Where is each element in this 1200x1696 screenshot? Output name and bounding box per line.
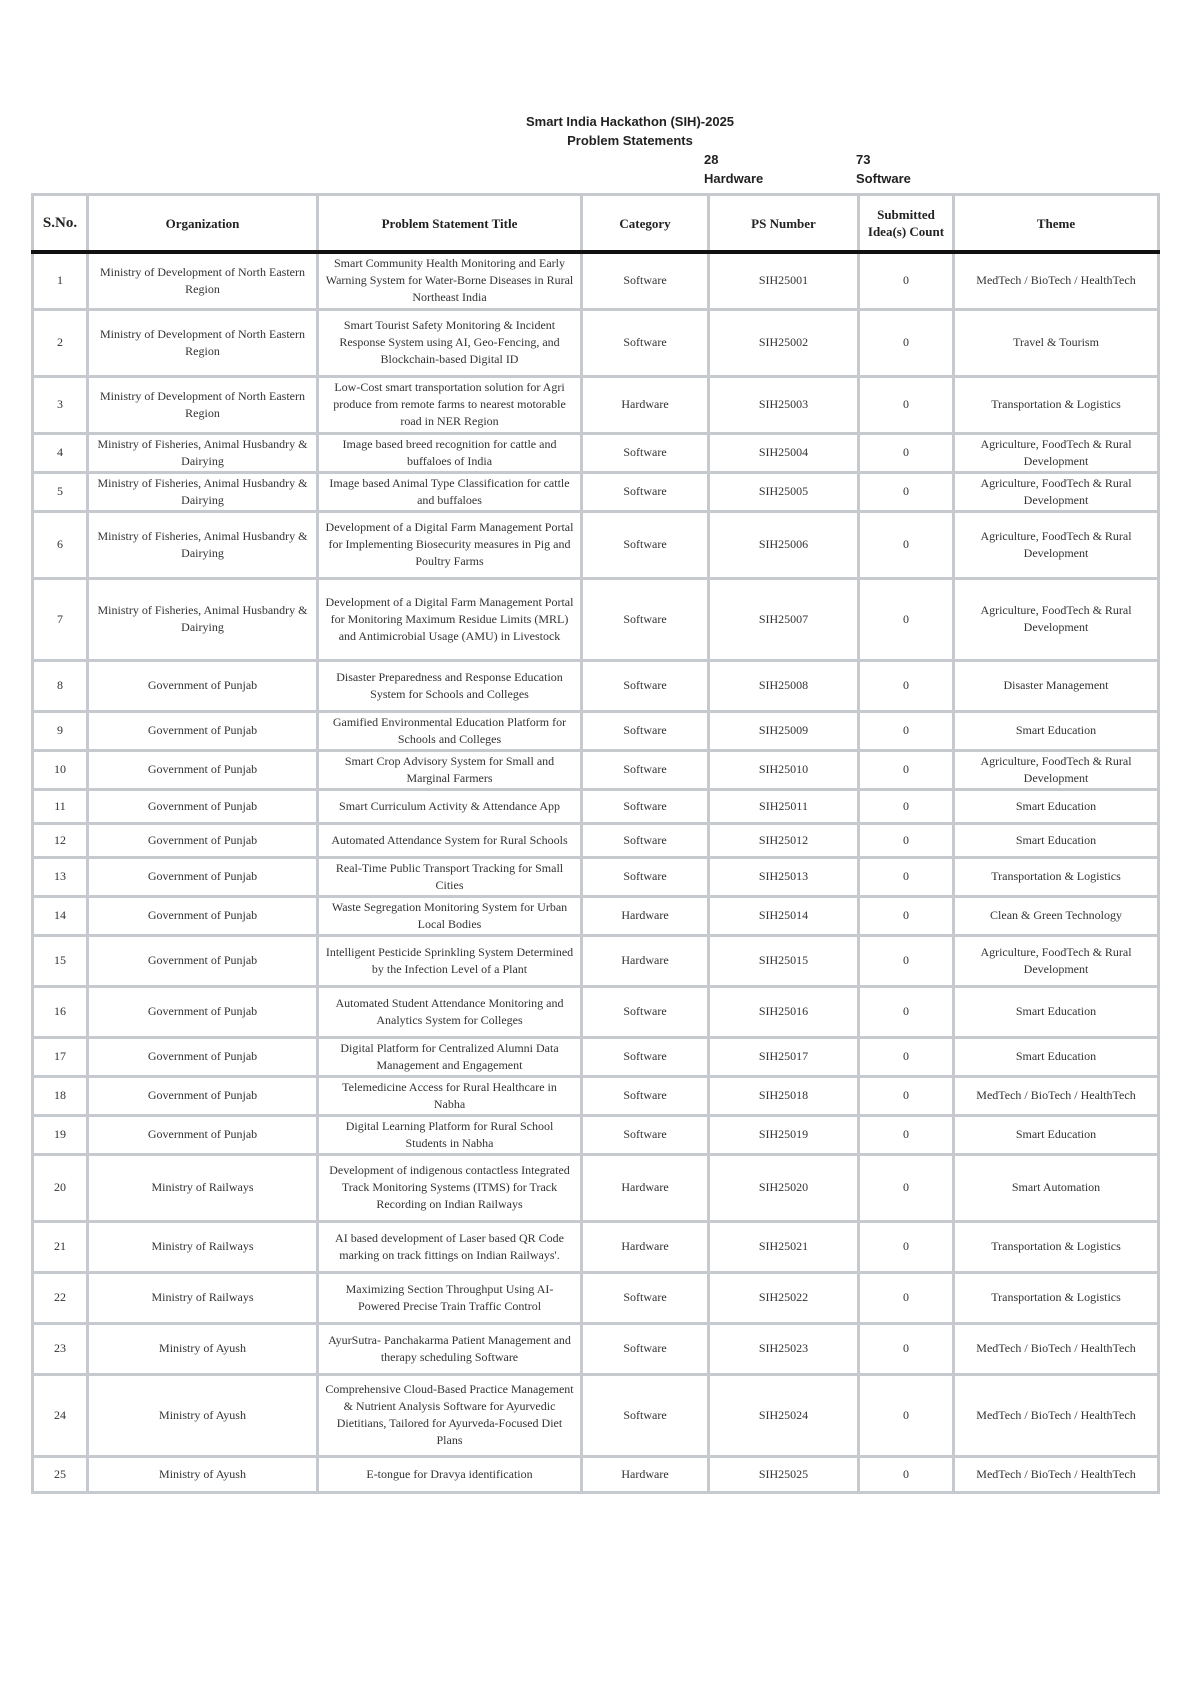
- cell-theme: Transportation & Logistics: [954, 857, 1159, 896]
- cell-title: Digital Platform for Centralized Alumni Data Management and Engagement: [318, 1037, 582, 1076]
- table-row: [33, 750, 1159, 789]
- cell-sno: 11: [33, 789, 88, 823]
- cell-category: Software: [582, 857, 709, 896]
- cell-title: Digital Learning Platform for Rural School Students in Nabha: [318, 1115, 582, 1154]
- cell-organization: Ministry of Development of North Eastern Region: [88, 376, 318, 433]
- table-row: [33, 1076, 1159, 1115]
- cell-ps-number: SIH25007: [709, 578, 859, 660]
- cell-title: Automated Student Attendance Monitoring and Analytics System for Colleges: [318, 986, 582, 1037]
- cell-sno: 13: [33, 857, 88, 896]
- cell-ps-number: SIH25006: [709, 511, 859, 578]
- table-row: [33, 789, 1159, 823]
- cell-organization: Government of Punjab: [88, 986, 318, 1037]
- cell-ps-number: SIH25025: [709, 1456, 859, 1492]
- cell-ps-number: SIH25019: [709, 1115, 859, 1154]
- cell-category: Hardware: [582, 1456, 709, 1492]
- cell-theme: Transportation & Logistics: [954, 376, 1159, 433]
- cell-ps-number: SIH25009: [709, 711, 859, 750]
- cell-ps-number: SIH25015: [709, 935, 859, 986]
- cell-theme: Travel & Tourism: [954, 309, 1159, 376]
- cell-title: Gamified Environmental Education Platform for Schools and Colleges: [318, 711, 582, 750]
- cell-sno: 19: [33, 1115, 88, 1154]
- cell-title: Waste Segregation Monitoring System for Urban Local Bodies: [318, 896, 582, 935]
- table-row: [33, 376, 1159, 433]
- cell-theme: Agriculture, FoodTech & Rural Development: [954, 578, 1159, 660]
- cell-theme: Disaster Management: [954, 660, 1159, 711]
- cell-organization: Government of Punjab: [88, 750, 318, 789]
- cell-theme: Agriculture, FoodTech & Rural Development: [954, 511, 1159, 578]
- table-row: [33, 309, 1159, 376]
- cell-category: Software: [582, 472, 709, 511]
- cell-idea-count: 0: [859, 1272, 954, 1323]
- cell-organization: Ministry of Ayush: [88, 1323, 318, 1374]
- cell-ps-number: SIH25010: [709, 750, 859, 789]
- cell-theme: Agriculture, FoodTech & Rural Development: [954, 433, 1159, 472]
- cell-ps-number: SIH25016: [709, 986, 859, 1037]
- column-header-category: Category: [582, 195, 709, 253]
- cell-organization: Government of Punjab: [88, 1076, 318, 1115]
- cell-organization: Ministry of Ayush: [88, 1456, 318, 1492]
- column-header-ps-number: PS Number: [709, 195, 859, 253]
- table-header-row: [33, 195, 1159, 253]
- cell-organization: Government of Punjab: [88, 1037, 318, 1076]
- cell-title: Smart Curriculum Activity & Attendance App: [318, 789, 582, 823]
- cell-category: Software: [582, 711, 709, 750]
- cell-theme: MedTech / BioTech / HealthTech: [954, 1374, 1159, 1456]
- document-title: Smart India Hackathon (SIH)-2025: [525, 114, 735, 129]
- cell-idea-count: 0: [859, 472, 954, 511]
- cell-theme: Smart Education: [954, 1037, 1159, 1076]
- cell-ps-number: SIH25012: [709, 823, 859, 857]
- cell-organization: Government of Punjab: [88, 896, 318, 935]
- cell-sno: 4: [33, 433, 88, 472]
- hardware-count: 28: [704, 152, 719, 167]
- cell-idea-count: 0: [859, 511, 954, 578]
- hardware-label: Hardware: [704, 171, 764, 186]
- cell-title: Image based Animal Type Classification for cattle and buffaloes: [318, 472, 582, 511]
- cell-idea-count: 0: [859, 1374, 954, 1456]
- cell-title: Automated Attendance System for Rural Schools: [318, 823, 582, 857]
- cell-title: Smart Tourist Safety Monitoring & Incident Response System using AI, Geo-Fencing, and Blockchain-based Digital ID: [318, 309, 582, 376]
- cell-category: Software: [582, 511, 709, 578]
- cell-organization: Government of Punjab: [88, 789, 318, 823]
- cell-category: Software: [582, 1272, 709, 1323]
- cell-organization: Ministry of Fisheries, Animal Husbandry & Dairying: [88, 511, 318, 578]
- cell-organization: Ministry of Fisheries, Animal Husbandry & Dairying: [88, 578, 318, 660]
- cell-category: Software: [582, 309, 709, 376]
- cell-sno: 24: [33, 1374, 88, 1456]
- cell-category: Software: [582, 1115, 709, 1154]
- cell-category: Software: [582, 433, 709, 472]
- cell-title: Low-Cost smart transportation solution for Agri produce from remote farms to nearest motorable road in NER Region: [318, 376, 582, 433]
- table-row: [33, 1323, 1159, 1374]
- cell-organization: Government of Punjab: [88, 660, 318, 711]
- cell-title: Smart Community Health Monitoring and Early Warning System for Water-Borne Diseases in Rural Northeast India: [318, 252, 582, 309]
- cell-category: Software: [582, 1037, 709, 1076]
- table-row: [33, 578, 1159, 660]
- cell-title: Development of indigenous contactless Integrated Track Monitoring Systems (ITMS) for Track Recording on Indian Railways: [318, 1154, 582, 1221]
- cell-sno: 21: [33, 1221, 88, 1272]
- table-row: [33, 986, 1159, 1037]
- cell-organization: Ministry of Fisheries, Animal Husbandry & Dairying: [88, 472, 318, 511]
- cell-title: E-tongue for Dravya identification: [318, 1456, 582, 1492]
- cell-idea-count: 0: [859, 823, 954, 857]
- table-row: [33, 711, 1159, 750]
- cell-category: Hardware: [582, 896, 709, 935]
- cell-title: Telemedicine Access for Rural Healthcare in Nabha: [318, 1076, 582, 1115]
- cell-ps-number: SIH25020: [709, 1154, 859, 1221]
- software-label: Software: [856, 171, 911, 186]
- software-summary: [856, 150, 911, 188]
- cell-category: Hardware: [582, 1154, 709, 1221]
- cell-sno: 5: [33, 472, 88, 511]
- cell-ps-number: SIH25017: [709, 1037, 859, 1076]
- cell-title: Maximizing Section Throughput Using AI-Powered Precise Train Traffic Control: [318, 1272, 582, 1323]
- table-row: [33, 1115, 1159, 1154]
- table-row: [33, 511, 1159, 578]
- cell-idea-count: 0: [859, 1076, 954, 1115]
- cell-category: Hardware: [582, 1221, 709, 1272]
- cell-theme: Transportation & Logistics: [954, 1272, 1159, 1323]
- table-row: [33, 433, 1159, 472]
- cell-sno: 9: [33, 711, 88, 750]
- cell-ps-number: SIH25003: [709, 376, 859, 433]
- column-header-theme: Theme: [954, 195, 1159, 253]
- cell-organization: Government of Punjab: [88, 823, 318, 857]
- cell-sno: 23: [33, 1323, 88, 1374]
- cell-idea-count: 0: [859, 750, 954, 789]
- cell-idea-count: 0: [859, 309, 954, 376]
- cell-ps-number: SIH25023: [709, 1323, 859, 1374]
- cell-idea-count: 0: [859, 1154, 954, 1221]
- table-row: [33, 1037, 1159, 1076]
- cell-idea-count: 0: [859, 1456, 954, 1492]
- software-count: 73: [856, 152, 871, 167]
- cell-category: Software: [582, 1323, 709, 1374]
- table-row: [33, 1272, 1159, 1323]
- table-row: [33, 1221, 1159, 1272]
- cell-category: Software: [582, 789, 709, 823]
- cell-ps-number: SIH25018: [709, 1076, 859, 1115]
- problem-statements-table: [31, 193, 1160, 1494]
- table-row: [33, 896, 1159, 935]
- cell-sno: 20: [33, 1154, 88, 1221]
- cell-ps-number: SIH25024: [709, 1374, 859, 1456]
- cell-idea-count: 0: [859, 660, 954, 711]
- cell-theme: Smart Education: [954, 711, 1159, 750]
- cell-organization: Ministry of Railways: [88, 1154, 318, 1221]
- cell-idea-count: 0: [859, 986, 954, 1037]
- cell-idea-count: 0: [859, 252, 954, 309]
- cell-idea-count: 0: [859, 578, 954, 660]
- cell-idea-count: 0: [859, 376, 954, 433]
- cell-sno: 17: [33, 1037, 88, 1076]
- cell-sno: 2: [33, 309, 88, 376]
- cell-idea-count: 0: [859, 935, 954, 986]
- cell-title: AyurSutra- Panchakarma Patient Management and therapy scheduling Software: [318, 1323, 582, 1374]
- cell-category: Software: [582, 1374, 709, 1456]
- cell-idea-count: 0: [859, 896, 954, 935]
- cell-organization: Government of Punjab: [88, 935, 318, 986]
- cell-idea-count: 0: [859, 1323, 954, 1374]
- cell-organization: Ministry of Railways: [88, 1221, 318, 1272]
- cell-ps-number: SIH25022: [709, 1272, 859, 1323]
- cell-ps-number: SIH25004: [709, 433, 859, 472]
- cell-category: Software: [582, 823, 709, 857]
- cell-title: Smart Crop Advisory System for Small and Marginal Farmers: [318, 750, 582, 789]
- cell-theme: MedTech / BioTech / HealthTech: [954, 252, 1159, 309]
- cell-category: Hardware: [582, 935, 709, 986]
- hardware-summary: [704, 150, 763, 188]
- table-row: [33, 823, 1159, 857]
- cell-organization: Ministry of Ayush: [88, 1374, 318, 1456]
- cell-category: Software: [582, 986, 709, 1037]
- table-row: [33, 472, 1159, 511]
- cell-organization: Ministry of Development of North Eastern Region: [88, 252, 318, 309]
- cell-theme: Smart Education: [954, 1115, 1159, 1154]
- cell-category: Hardware: [582, 376, 709, 433]
- cell-title: Development of a Digital Farm Management Portal for Implementing Biosecurity measures in Pig and Poultry Farms: [318, 511, 582, 578]
- cell-title: Comprehensive Cloud-Based Practice Management & Nutrient Analysis Software for Ayurvedic Dietitians, Tailored for Ayurveda-Focused Diet Plans: [318, 1374, 582, 1456]
- cell-idea-count: 0: [859, 789, 954, 823]
- cell-idea-count: 0: [859, 857, 954, 896]
- cell-sno: 1: [33, 252, 88, 309]
- cell-sno: 12: [33, 823, 88, 857]
- column-header-sno: S.No.: [33, 195, 88, 253]
- cell-theme: Agriculture, FoodTech & Rural Development: [954, 472, 1159, 511]
- cell-organization: Ministry of Development of North Eastern Region: [88, 309, 318, 376]
- cell-theme: Clean & Green Technology: [954, 896, 1159, 935]
- document-header: [0, 112, 1200, 150]
- cell-title: AI based development of Laser based QR Code marking on track fittings on Indian Railways'.: [318, 1221, 582, 1272]
- cell-theme: MedTech / BioTech / HealthTech: [954, 1323, 1159, 1374]
- table-row: [33, 660, 1159, 711]
- cell-sno: 8: [33, 660, 88, 711]
- cell-theme: Smart Education: [954, 789, 1159, 823]
- cell-idea-count: 0: [859, 1037, 954, 1076]
- table-row: [33, 935, 1159, 986]
- cell-idea-count: 0: [859, 711, 954, 750]
- cell-theme: Smart Education: [954, 986, 1159, 1037]
- cell-sno: 16: [33, 986, 88, 1037]
- cell-ps-number: SIH25001: [709, 252, 859, 309]
- cell-ps-number: SIH25011: [709, 789, 859, 823]
- table-row: [33, 1456, 1159, 1492]
- cell-theme: Transportation & Logistics: [954, 1221, 1159, 1272]
- cell-organization: Government of Punjab: [88, 857, 318, 896]
- cell-sno: 22: [33, 1272, 88, 1323]
- column-header-organization: Organization: [88, 195, 318, 253]
- cell-theme: Smart Education: [954, 823, 1159, 857]
- column-header-title: Problem Statement Title: [318, 195, 582, 253]
- cell-category: Software: [582, 750, 709, 789]
- cell-ps-number: SIH25008: [709, 660, 859, 711]
- cell-theme: Agriculture, FoodTech & Rural Development: [954, 750, 1159, 789]
- cell-ps-number: SIH25005: [709, 472, 859, 511]
- cell-organization: Government of Punjab: [88, 1115, 318, 1154]
- cell-category: Software: [582, 252, 709, 309]
- cell-sno: 15: [33, 935, 88, 986]
- table-row: [33, 1374, 1159, 1456]
- document-subtitle: Problem Statements: [567, 133, 693, 148]
- cell-title: Development of a Digital Farm Management Portal for Monitoring Maximum Residue Limits (MRL) and Antimicrobial Usage (AMU) in Livestock: [318, 578, 582, 660]
- cell-category: Software: [582, 660, 709, 711]
- table-row: [33, 1154, 1159, 1221]
- cell-idea-count: 0: [859, 433, 954, 472]
- cell-sno: 18: [33, 1076, 88, 1115]
- cell-title: Real-Time Public Transport Tracking for Small Cities: [318, 857, 582, 896]
- cell-title: Intelligent Pesticide Sprinkling System Determined by the Infection Level of a Plant: [318, 935, 582, 986]
- cell-organization: Ministry of Fisheries, Animal Husbandry & Dairying: [88, 433, 318, 472]
- cell-sno: 3: [33, 376, 88, 433]
- cell-ps-number: SIH25002: [709, 309, 859, 376]
- cell-theme: Agriculture, FoodTech & Rural Development: [954, 935, 1159, 986]
- cell-theme: MedTech / BioTech / HealthTech: [954, 1456, 1159, 1492]
- cell-title: Disaster Preparedness and Response Education System for Schools and Colleges: [318, 660, 582, 711]
- cell-organization: Ministry of Railways: [88, 1272, 318, 1323]
- cell-sno: 7: [33, 578, 88, 660]
- cell-theme: Smart Automation: [954, 1154, 1159, 1221]
- table-row: [33, 857, 1159, 896]
- cell-category: Software: [582, 578, 709, 660]
- cell-sno: 6: [33, 511, 88, 578]
- cell-category: Software: [582, 1076, 709, 1115]
- cell-ps-number: SIH25013: [709, 857, 859, 896]
- cell-organization: Government of Punjab: [88, 711, 318, 750]
- cell-sno: 25: [33, 1456, 88, 1492]
- table-row: [33, 252, 1159, 309]
- cell-ps-number: SIH25021: [709, 1221, 859, 1272]
- cell-idea-count: 0: [859, 1221, 954, 1272]
- cell-sno: 14: [33, 896, 88, 935]
- cell-ps-number: SIH25014: [709, 896, 859, 935]
- cell-sno: 10: [33, 750, 88, 789]
- column-header-idea-count: Submitted Idea(s) Count: [859, 195, 954, 253]
- cell-title: Image based breed recognition for cattle and buffaloes of India: [318, 433, 582, 472]
- cell-idea-count: 0: [859, 1115, 954, 1154]
- cell-theme: MedTech / BioTech / HealthTech: [954, 1076, 1159, 1115]
